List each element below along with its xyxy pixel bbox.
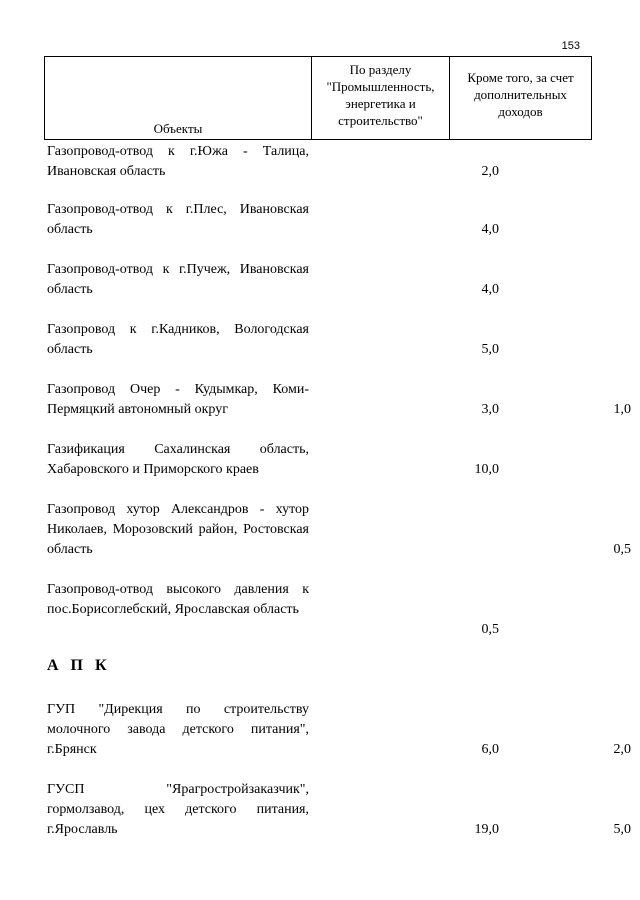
row-industry-value: 4,0	[481, 222, 499, 237]
row-object: Газопровод-отвод к г.Плес, Ивановская область	[47, 202, 309, 237]
header-objects	[44, 57, 312, 139]
table-header	[44, 56, 592, 140]
row-industry-value: 4,0	[481, 282, 499, 297]
header-industry: По разделу "Промышленность, энергетика и строительство"	[312, 57, 450, 139]
row-industry-value: 2,0	[481, 164, 499, 179]
row-object: Газопровод-отвод высокого давления к пос.Борисоглебский, Ярославская область	[47, 582, 309, 617]
row-extra-value: 1,0	[613, 402, 631, 417]
header-objects-label: Объекты	[153, 121, 203, 136]
row-object: Газификация Сахалинская область, Хабаровского и Приморского краев	[47, 442, 309, 477]
row-industry-value: 10,0	[474, 462, 499, 477]
row-object: Газопровод Очер - Кудымкар, Коми-Пермяцкий автономный округ	[47, 382, 309, 417]
row-object: Газопровод-отвод к г.Южа - Талица, Ивановская область	[47, 144, 309, 179]
row-extra-value: 0,5	[613, 542, 631, 557]
row-industry-value: 5,0	[481, 342, 499, 357]
row-extra-value: 5,0	[613, 822, 631, 837]
row-extra-value: 2,0	[613, 742, 631, 757]
row-object: Газопровод-отвод к г.Пучеж, Ивановская область	[47, 262, 309, 297]
row-industry-value: 3,0	[481, 402, 499, 417]
section-title-apk: А П К	[47, 657, 111, 674]
row-object: ГУСП "Ярагростройзаказчик", гормолзавод, цех детского питания, г.Ярославль	[47, 782, 309, 837]
row-object: Газопровод к г.Кадников, Вологодская область	[47, 322, 309, 357]
row-object: Газопровод хутор Александров - хутор Николаев, Морозовский район, Ростовская область	[47, 502, 309, 557]
row-industry-value: 0,5	[481, 622, 499, 637]
page-number: 153	[561, 40, 580, 52]
row-industry-value: 19,0	[474, 822, 499, 837]
header-extra: Кроме того, за счет дополнительных доходов	[450, 57, 592, 139]
row-industry-value: 6,0	[481, 742, 499, 757]
row-object: ГУП "Дирекция по строительству молочного завода детского питания", г.Брянск	[47, 702, 309, 757]
